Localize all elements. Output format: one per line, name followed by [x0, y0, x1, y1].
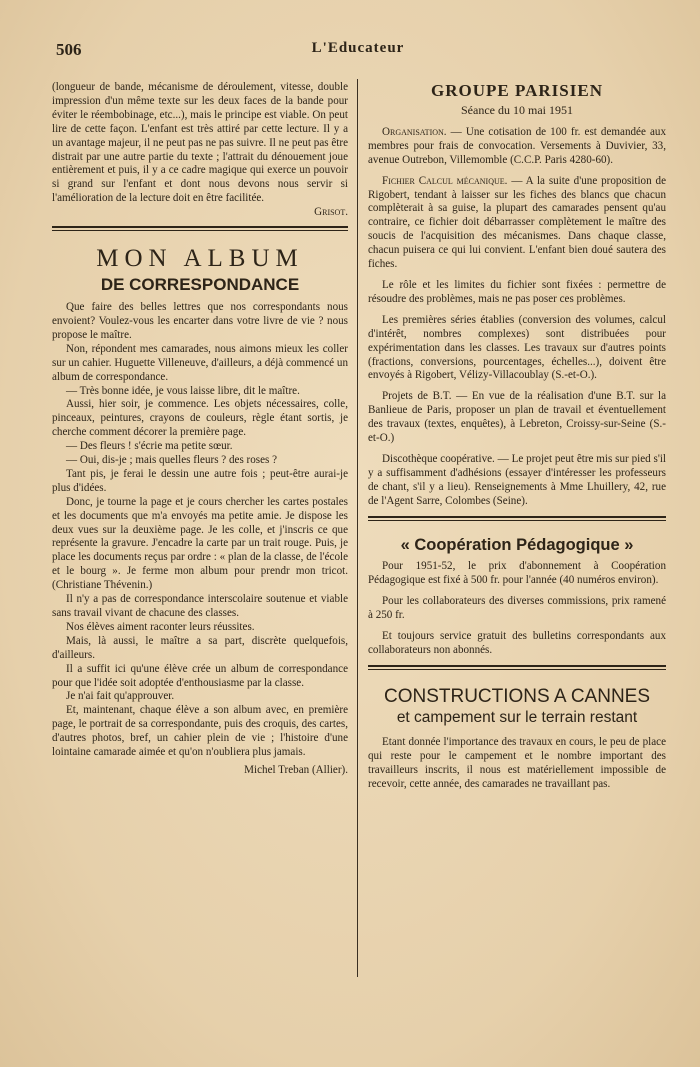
album-paragraph: Mais, là aussi, le maître a sa part, discrète quelquefois, d'ailleurs.	[52, 634, 348, 661]
section-rule	[52, 226, 348, 231]
album-paragraph: Tant pis, je ferai le dessin une autre fois ; peut-être aurai-je plus d'idées.	[52, 467, 348, 494]
coop-paragraph: Pour les collaborateurs des diverses commissions, prix ramené à 250 fr.	[368, 595, 666, 622]
running-title: L'Educateur	[311, 40, 405, 56]
album-paragraph: Et, maintenant, chaque élève a son album avec, en première page, le portrait de sa correspondante, puis des croquis, des cartes, d'autres photos, bref, un cahier plein de vie ; l'histoire d'une lointaine camarade aimée et qu'on n'oubliera plus jamais.	[52, 704, 348, 759]
album-paragraph: — Des fleurs ! s'écrie ma petite sœur.	[66, 440, 233, 453]
coop-paragraph: Et toujours service gratuit des bulletins correspondants aux collaborateurs non abonnés.	[368, 630, 666, 656]
album-signature: Michel Treban (Allier).	[244, 763, 348, 776]
column-divider	[357, 79, 358, 977]
album-paragraph: — Très bonne idée, je vous laisse libre, dit le maître.	[66, 384, 300, 397]
gp-lead: Fichier Calcul mécanique.	[382, 174, 508, 187]
page-number: 506	[56, 40, 82, 59]
section-rule	[368, 665, 666, 670]
gp-discotheque-paragraph: Discothèque coopérative. — Le projet peut être mis sur pied s'il y a suffisamment d'adhésions (essayer d'intéresser les professeurs de chant, s'il y a lieu). Renseignements à Mme Lhuillery, 42, rue de l'Agent Sarre, Colombes (Seine).	[368, 452, 666, 507]
album-body	[52, 301, 348, 760]
gp-paragraph	[368, 126, 666, 168]
page-header	[56, 40, 660, 62]
coop-paragraph: Pour 1951-52, le prix d'abonnement à Coopération Pédagogique est fixé à 500 fr. pour l'année (40 numéros environ).	[368, 560, 666, 587]
album-paragraph: Je n'ai fait qu'approuver.	[66, 690, 175, 703]
gp-lead: Organisation.	[382, 125, 447, 138]
right-column	[368, 81, 666, 792]
groupe-parisien-date: Séance du 10 mai 1951	[461, 103, 573, 117]
gp-role-paragraph: Le rôle et les limites du fichier sont fixées : permettre de résoudre des problèmes, mais ne pas poser ces problèmes.	[368, 278, 666, 305]
gp-series-paragraph: Les premières séries établies (conversion des volumes, calcul d'intérêt, nombres complexes) sont distribuées pour expérimentation dans les classes. Les travaux sur d'autres points (fractions, conversions, pourcentages, échelles...), doivent être envoyés à Rigobert, Vélizy-Villacoublay (S.-et-O.).	[368, 313, 666, 382]
constructions-subtitle: et campement sur le terrain restant	[396, 708, 638, 726]
intro-signature: Grisot.	[314, 206, 348, 219]
cooperation-title: « Coopération Pédagogique »	[400, 535, 634, 554]
album-paragraph: — Oui, dis-je ; mais quelles fleurs ? des roses ?	[66, 454, 278, 467]
constructions-title: CONSTRUCTIONS A CANNES	[383, 685, 651, 707]
album-title: MON ALBUM	[96, 245, 304, 273]
gp-bt-paragraph: Projets de B.T. — En vue de la réalisation d'une B.T. sur la Banlieue de Paris, proposer un plan de travail et éventuellement des travaux (textes, enquêtes), à Lebreton, Croissy-sur-Seine (S.-et-O.)	[368, 390, 666, 445]
gp-paragraph	[368, 175, 666, 272]
groupe-parisien-title: GROUPE PARISIEN	[431, 81, 603, 100]
album-subtitle: DE CORRESPONDANCE	[100, 275, 300, 295]
constructions-paragraph: Etant donnée l'importance des travaux en cours, le peu de place qui reste pour le campement et le nombre important des travailleurs inscrits, il nous est matériellement impossible de recevoir, cette année, des camarades ne travaillant pas.	[368, 735, 666, 790]
album-paragraph: Donc, je tourne la page et je cours chercher les cartes postales et les documents que m'a envoyés ma petite amie. Je dispose les deux vues sur la deuxième page. Je les colle, et j'inscris ce que représente la gravure. J'encadre la carte par un trait rouge. Puis, je place les documents reçus par ordre : « plan de la classe, de l'école et le bourg ». Je ferme mon album pour prendr mon tricot. (Christiane Thévenin.)	[52, 495, 348, 592]
intro-paragraph: (longueur de bande, mécanisme de déroulement, vitesse, double impression d'un même texte sur les deux faces de la bande pour éviter le réembobinage, etc...), mais le principe est viable. On peut lire de cette façon. L'enfant est très attiré par cette lecture. Il y a un avantage majeur, il ne peut pas ne pas suivre. Il ne peut pas être distrait par une autre partie du texte ; l'attrait du dénouement joue entièrement et puis, il y a ce cadre magique qui exerce un pouvoir si grand sur l'enfant et dont nous devons nous servir si l'amélioration de la lecture doit en être facilitée.	[52, 81, 348, 205]
left-column	[52, 81, 348, 778]
gp-text: — A la suite d'une proposition de Rigobert, tendant à laisser sur les fiches des blancs que chacun complèterait à sa guise, la plupart des camarades pensent qu'au contraire, ce fichier doit débarrasser complètement le maître des soucis de l'acquisition des mécanismes. Dans chaque classe, chacun puisera ce qui lui convient. L'enfant bien doué sautera des fiches.	[368, 174, 667, 271]
album-paragraph: Non, répondent mes camarades, nous aimons mieux les coller sur un cahier. Huguette Villeneuve, d'ailleurs, a déjà commencé un album de correspondance.	[52, 342, 348, 383]
album-paragraph: Il a suffit ici qu'une élève crée un album de correspondance pour que l'idée soit adoptée d'enthousiasme par la classe.	[52, 662, 348, 689]
album-paragraph: Aussi, hier soir, je commence. Les objets nécessaires, colle, pinceaux, peintures, crayons de couleurs, règle étant sortis, je cherche comment décorer la première page.	[52, 398, 348, 439]
album-paragraph: Il n'y a pas de correspondance interscolaire soutenue et viable sans travail vivant de chacune des classes.	[52, 593, 348, 619]
album-paragraph: Que faire des belles lettres que nos correspondants nous envoient? Voulez-vous les encarter dans votre livre de vie ? nous propose le maître.	[52, 301, 348, 341]
section-rule	[368, 516, 666, 521]
album-paragraph: Nos élèves aiment raconter leurs réussites.	[66, 620, 255, 633]
gp-text: — Une cotisation de 100 fr. est demandée aux membres pour frais de convocation. Versements à Duvivier, 33, avenue Outrebon, Villemomble (C.C.P. Paris 4280-60).	[368, 125, 666, 166]
